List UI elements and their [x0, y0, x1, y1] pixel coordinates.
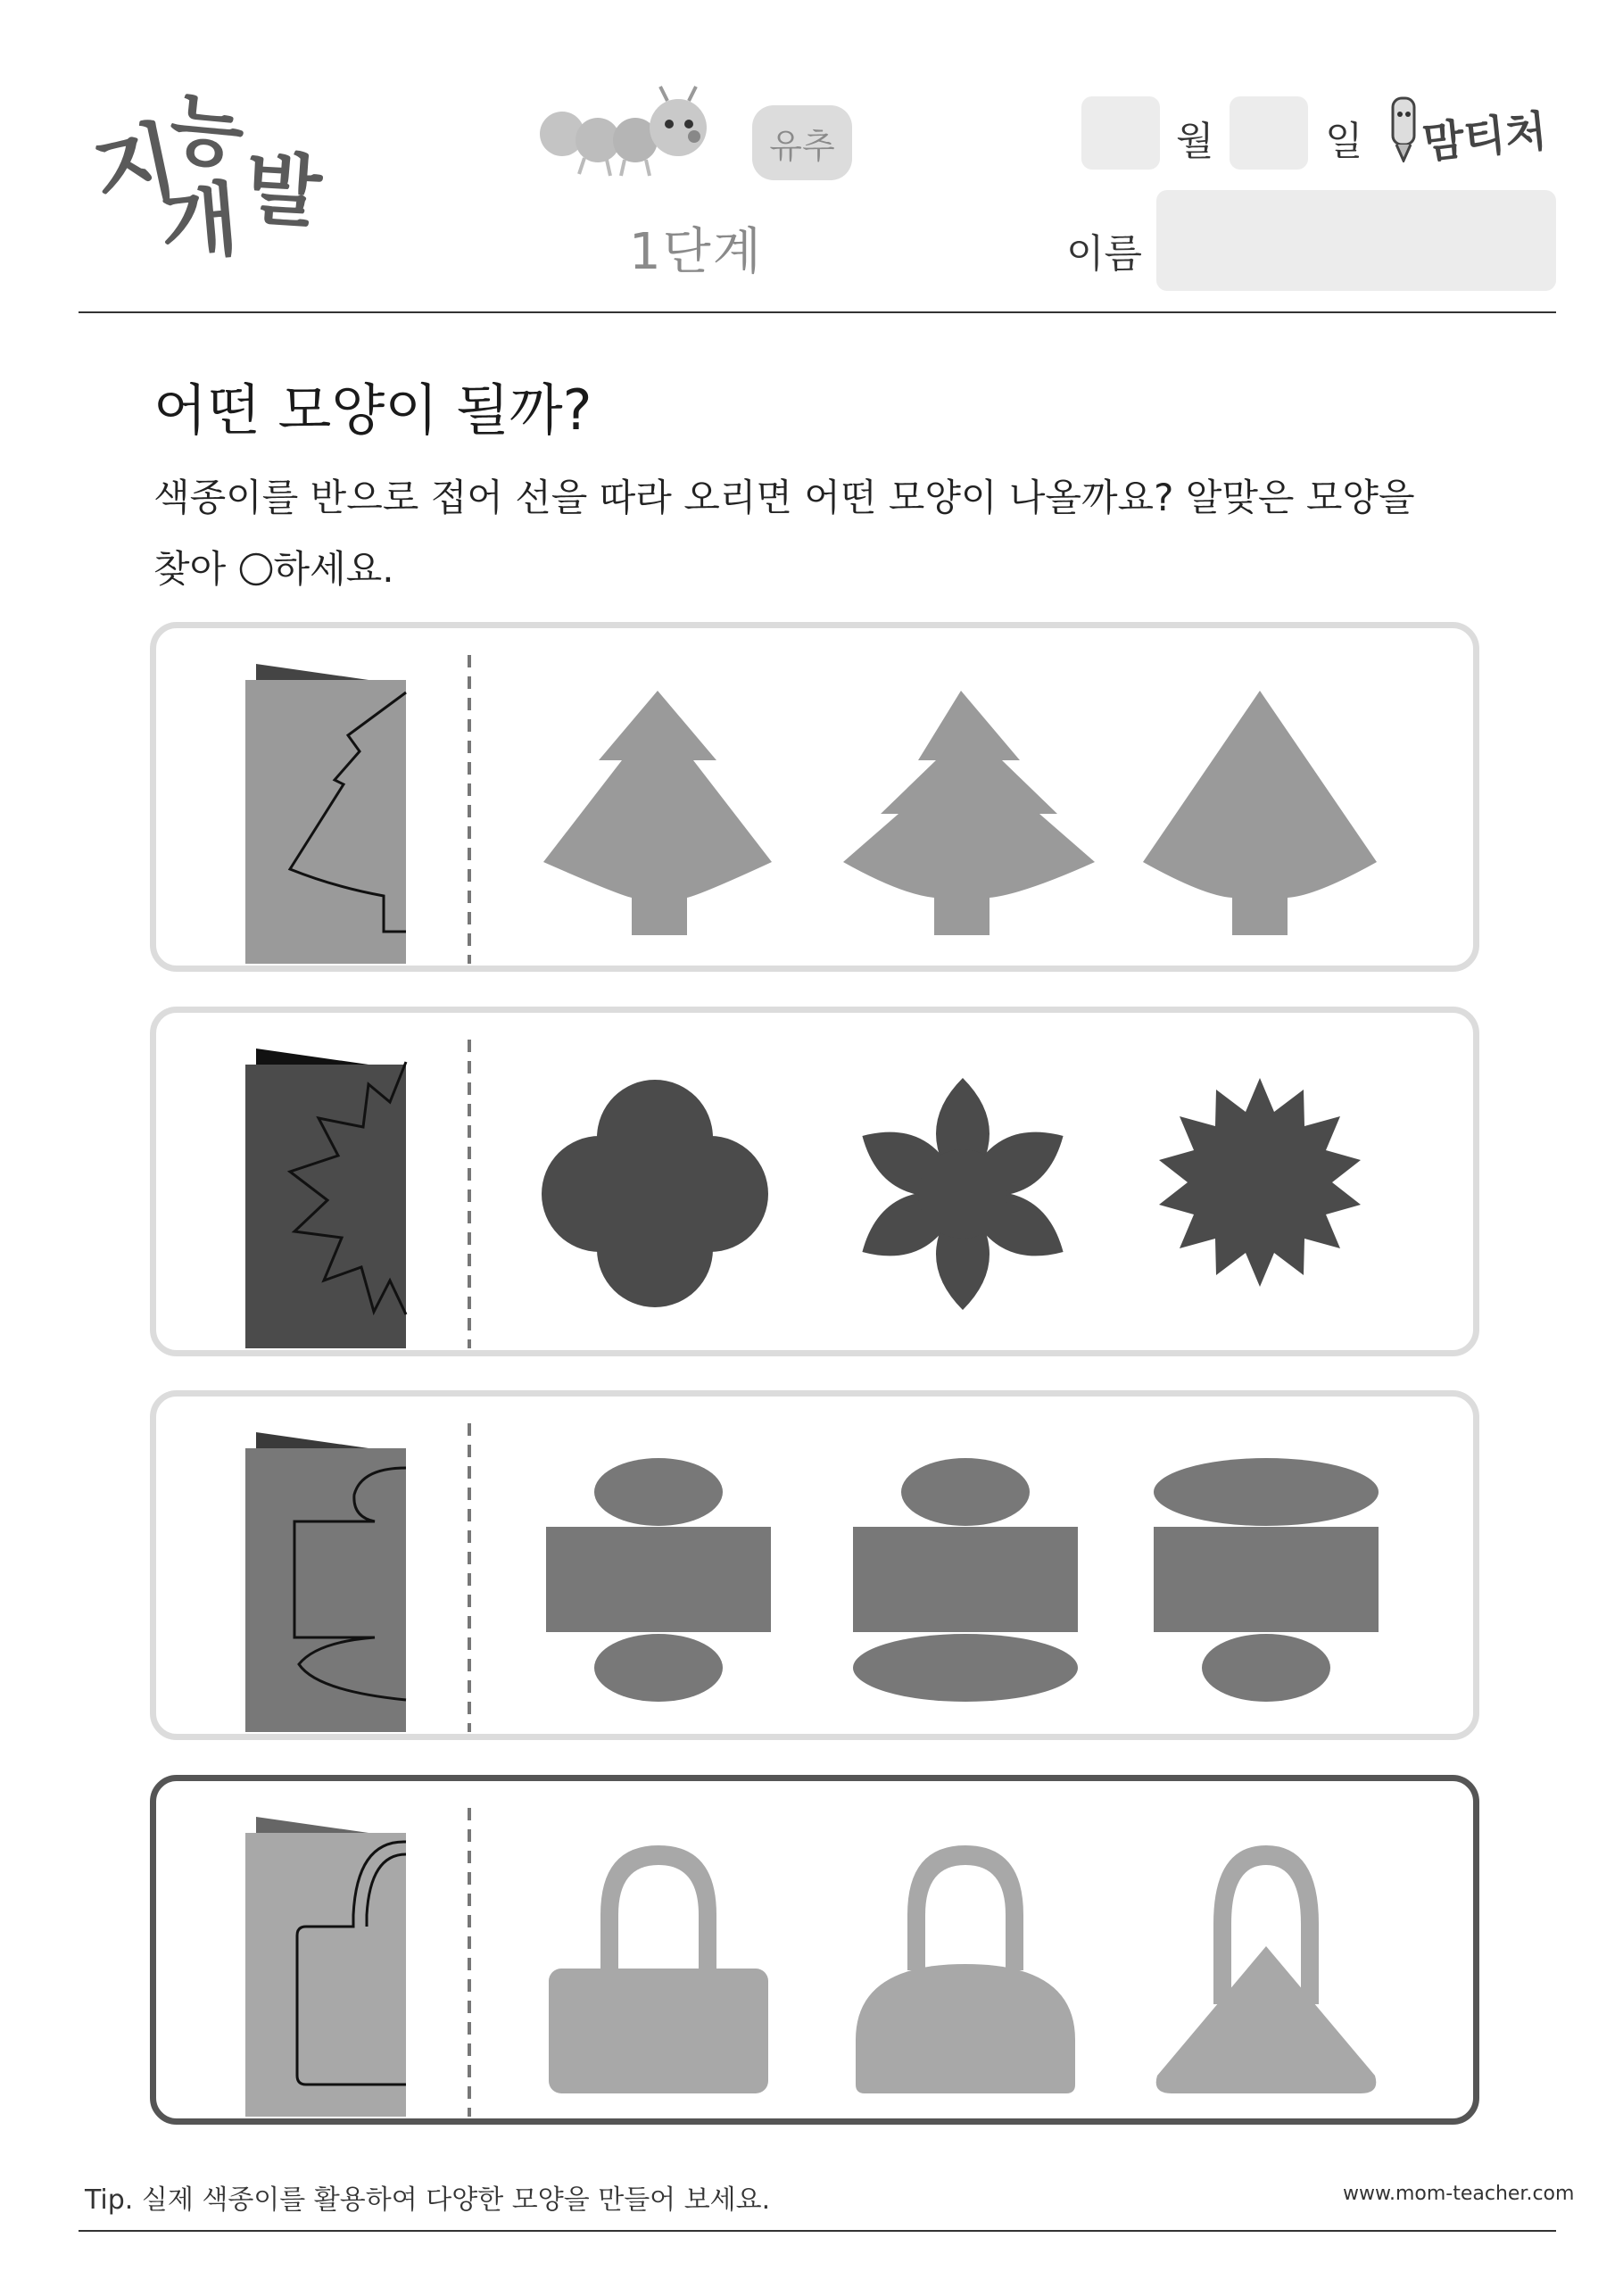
- option-wide-bottom-ellipse: [853, 1458, 1078, 1702]
- circle-mark-icon: [238, 551, 274, 587]
- option-wide-top-ellipse: [1154, 1458, 1379, 1702]
- day-input[interactable]: [1230, 96, 1308, 170]
- instruction-post: 하세요.: [273, 547, 394, 591]
- name-label: 이름: [1066, 231, 1143, 277]
- instruction-line-2: [153, 534, 1474, 605]
- worksheet-title: 어떤 모양이 될까?: [153, 377, 592, 443]
- name-input[interactable]: [1156, 190, 1556, 291]
- folded-paper-ellipse: [245, 1432, 406, 1732]
- folded-paper-bag: [245, 1817, 406, 2117]
- row-tree-figures: [156, 628, 1473, 966]
- instruction-line-1: 색종이를 반으로 접어 선을 따라 오리면 어떤 모양이 나올까요? 알맞은 모양을: [153, 476, 1415, 519]
- option-triangle-bag: [1156, 1845, 1377, 2093]
- option-six-petal-flower: [849, 1078, 1076, 1310]
- folded-paper-tree: [245, 664, 406, 964]
- logo-char-3: 개: [156, 172, 243, 273]
- option-four-lobe-flower: [542, 1080, 768, 1307]
- category-badge: 유추: [752, 105, 852, 180]
- month-label: 월: [1176, 119, 1214, 164]
- row-bag-figures: [156, 1781, 1473, 2118]
- row-flower-figures: [156, 1013, 1473, 1350]
- worksheet-instruction: [153, 462, 1474, 605]
- option-small-ellipses: [546, 1458, 771, 1702]
- logo-char-2: 능: [165, 83, 249, 181]
- folded-paper-flower: [245, 1049, 406, 1348]
- day-label: 일: [1325, 119, 1363, 164]
- month-input[interactable]: [1081, 96, 1160, 170]
- footer-divider: [79, 2230, 1556, 2232]
- option-tree-three-tier: [843, 691, 1095, 935]
- footer-tip: Tip. 실제 색종이를 활용하여 다양한 모양을 만들어 보세요.: [85, 2184, 771, 2216]
- row-ellipse-figures: [156, 1397, 1473, 1734]
- option-tree-triangle: [1143, 691, 1377, 935]
- header-divider: [79, 311, 1556, 313]
- footer-url[interactable]: www.mom-teacher.com: [1343, 2183, 1575, 2205]
- question-row-flower: [150, 1007, 1479, 1356]
- option-rectangle-bag: [549, 1845, 768, 2093]
- logo-char-1: 지: [84, 110, 186, 226]
- option-tree-two-tier: [543, 691, 772, 935]
- level-label: 1단계: [629, 223, 763, 281]
- logo-char-4: 발: [242, 142, 325, 239]
- instruction-pre: 찾아: [153, 547, 238, 591]
- question-row-bag: [150, 1775, 1479, 2125]
- question-row-tree: [150, 622, 1479, 972]
- option-spiky-sun: [1159, 1078, 1361, 1287]
- logo: [84, 83, 335, 277]
- pencil-mascot-icon: [1387, 95, 1420, 162]
- question-row-ellipse-rectangle: [150, 1390, 1479, 1740]
- brand-logo: 맘티처: [1420, 105, 1550, 170]
- option-dome-bag: [856, 1845, 1075, 2093]
